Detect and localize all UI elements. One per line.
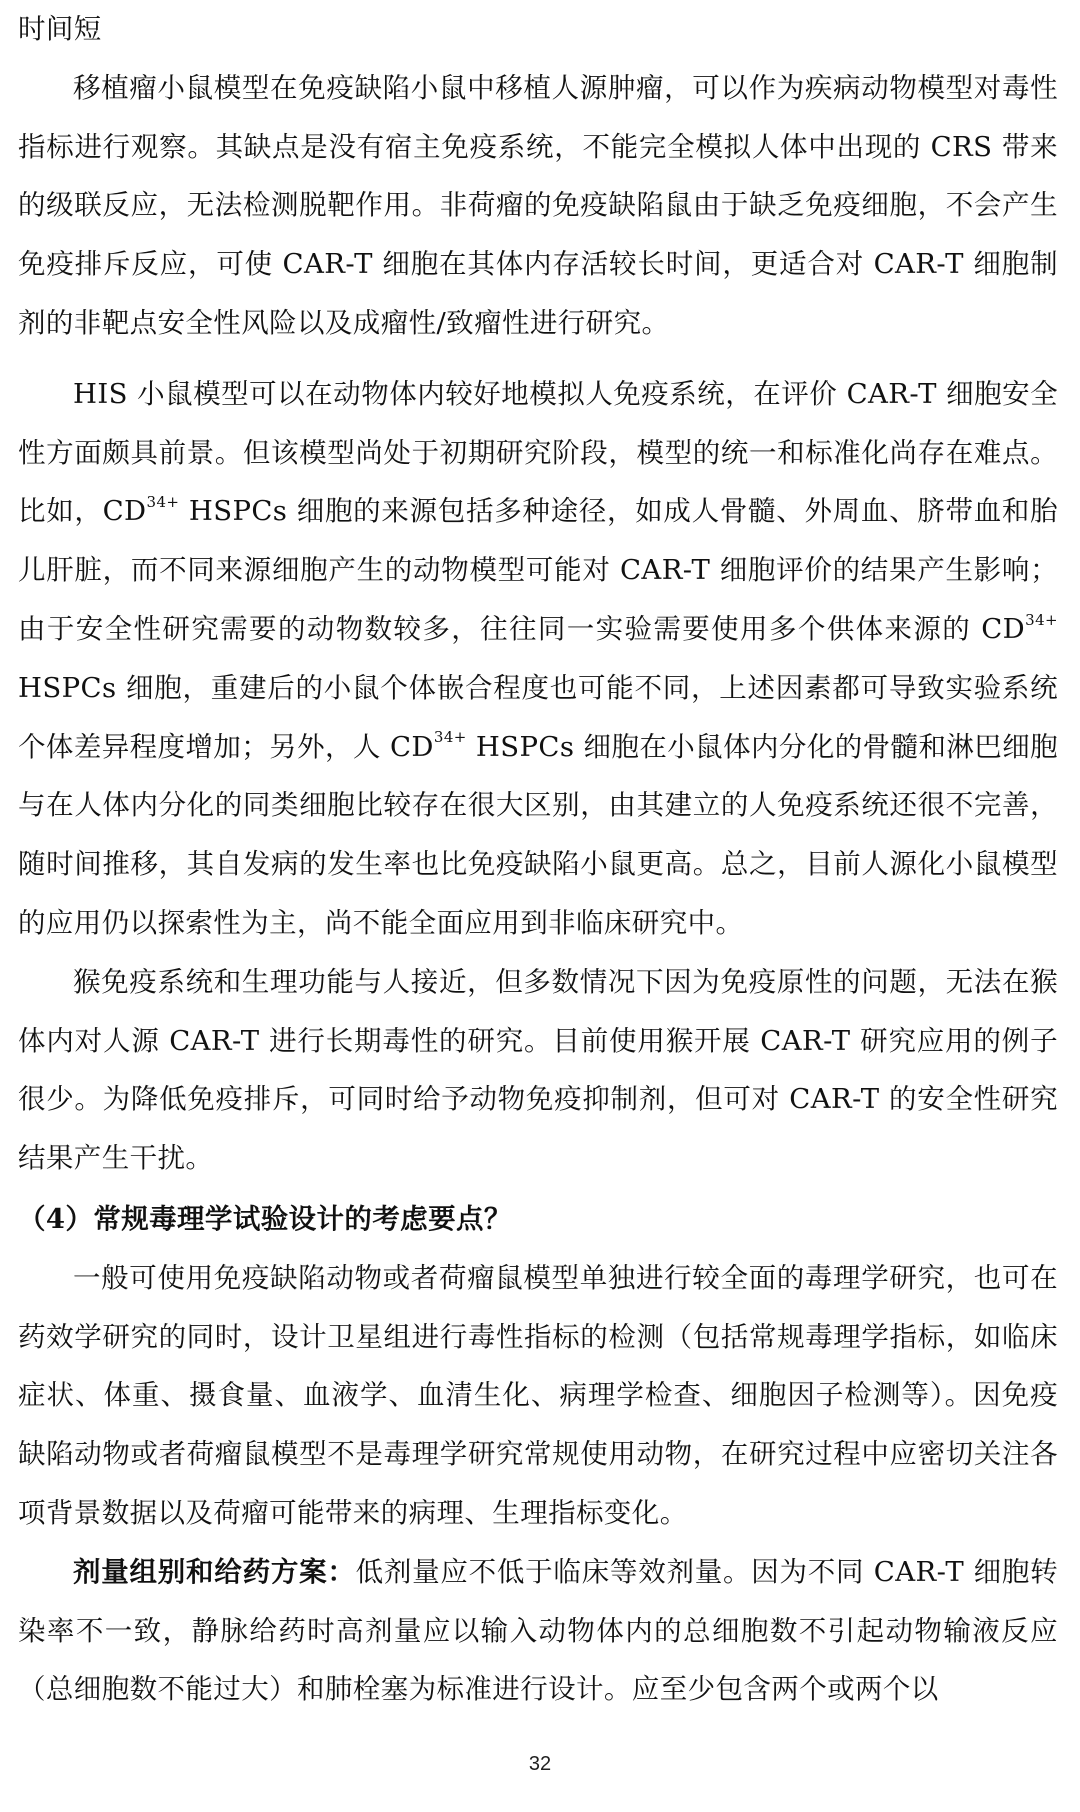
section-heading-4: （4）常规毒理学试验设计的考虑要点？	[18, 1202, 512, 1235]
superscript-cd34-2: 34+	[1025, 610, 1058, 629]
dose-groups-lead: 剂量组别和给药方案：	[73, 1555, 356, 1588]
his-text-part-3: HSPCs 细胞，重建后的小鼠个体嵌合程度也可能不同，上述因素都可导致实验系统个体差异程度增加；另外，人 CD	[18, 671, 1058, 763]
carry-over-text: 时间短	[18, 13, 102, 45]
superscript-cd34-1: 34+	[146, 493, 180, 512]
paragraph-general-toxicology: 一般可使用免疫缺陷动物或者荷瘤鼠模型单独进行较全面的毒理学研究，也可在药效学研究的同时，设计卫星组进行毒性指标的检测（包括常规毒理学指标，如临床症状、体重、摄食量、血液学、血清生化、病理学检查、细胞因子检测等）。因免疫缺陷动物或者荷瘤鼠模型不是毒理学研究常规使用动物，在研究过程中应密切关注各项背景数据以及荷瘤可能带来的病理、生理指标变化。	[18, 1261, 1058, 1529]
his-text-part-2: HSPCs 细胞的来源包括多种途径，如成人骨髓、外周血、脐带血和胎儿肝脏，而不同来源细胞产生的动物模型可能对 CAR-T 细胞评价的结果产生影响；由于安全性研究需要的动物数较多，往往同一实验需要使用多个供体来源的 CD	[18, 495, 1059, 645]
paragraph-dose-groups	[18, 1543, 1058, 1719]
paragraph-his-mouse-model	[18, 365, 1058, 953]
his-text-part-1: HIS 小鼠模型可以在动物体内较好地模拟人免疫系统，在评价 CAR-T 细胞安全性方面颇具前景。但该模型尚处于初期研究阶段，模型的统一和标准化尚存在难点。比如，CD	[18, 377, 1058, 528]
his-text-part-4: HSPCs 细胞在小鼠体内分化的骨髓和淋巴细胞与在人体内分化的同类细胞比较存在很大区别，由其建立的人免疫系统还很不完善，随时间推移，其自发病的发生率也比免疫缺陷小鼠更高。总之，目前人源化小鼠模型的应用仍以探索性为主，尚不能全面应用到非临床研究中。	[18, 730, 1059, 939]
document-body	[18, 0, 1058, 1719]
page-number: 32	[528, 1753, 552, 1775]
dose-groups-body: 低剂量应不低于临床等效剂量。因为不同 CAR-T 细胞转染率不一致，静脉给药时高剂量应以输入动物体内的总细胞数不引起动物输液反应（总细胞数不能过大）和肺栓塞为标准进行设计。应至少包含两个或两个以	[18, 1555, 1058, 1706]
paragraph-monkey-model: 猴免疫系统和生理功能与人接近，但多数情况下因为免疫原性的问题，无法在猴体内对人源 CAR-T 进行长期毒性的研究。目前使用猴开展 CAR-T 研究应用的例子很少。为降低免疫排斥，可同时给予动物免疫抑制剂，但可对 CAR-T 的安全性研究结果产生干扰。	[18, 965, 1058, 1175]
superscript-cd34-3: 34+	[433, 728, 467, 747]
paragraph-xenograft-model: 移植瘤小鼠模型在免疫缺陷小鼠中移植人源肿瘤，可以作为疾病动物模型对毒性指标进行观察。其缺点是没有宿主免疫系统，不能完全模拟人体中出现的 CRS 带来的级联反应，无法检测脱靶作用。非荷瘤的免疫缺陷鼠由于缺乏免疫细胞，不会产生免疫排斥反应，可使 CAR-T 细胞在其体内存活较长时间，更适合对 CAR-T 细胞制剂的非靶点安全性风险以及成瘤性/致瘤性进行研究。	[18, 71, 1058, 339]
